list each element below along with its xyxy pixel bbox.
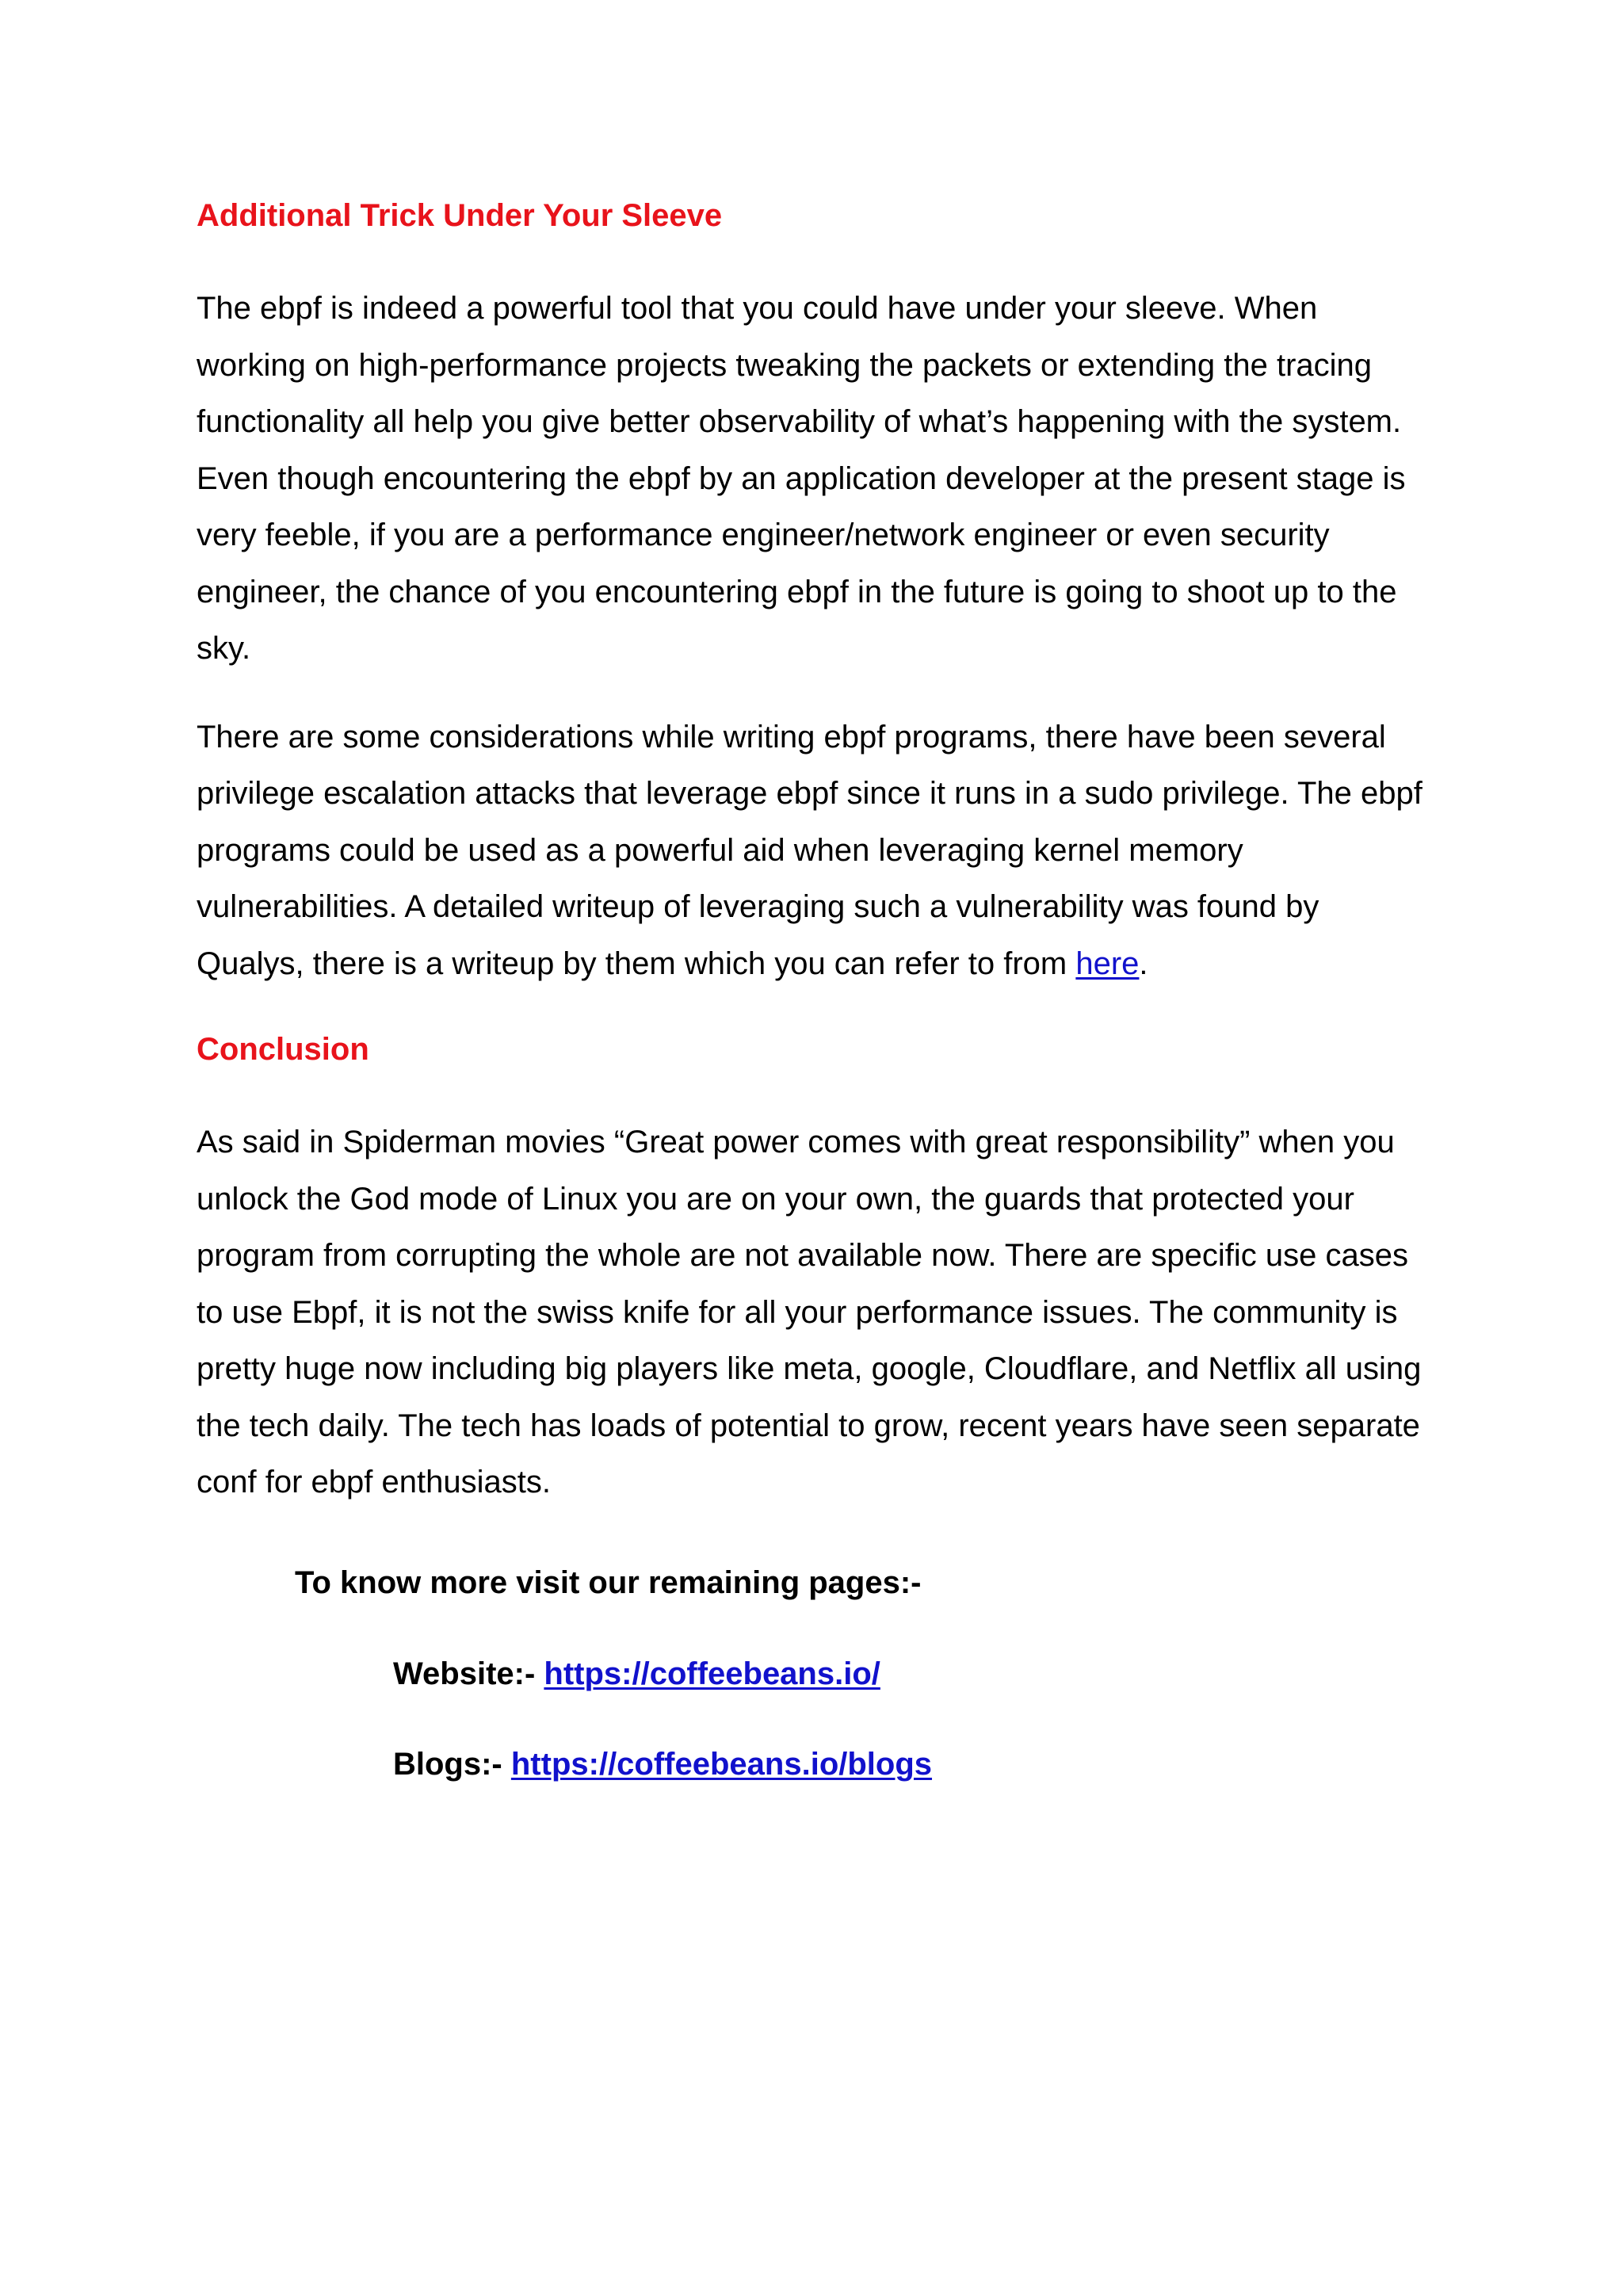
- blogs-label: Blogs:-: [393, 1747, 511, 1782]
- section-heading-additional-trick: Additional Trick Under Your Sleeve: [197, 198, 723, 233]
- website-link[interactable]: https://coffeebeans.io/: [544, 1656, 880, 1691]
- paragraph-ebpf-powerful-tool: The ebpf is indeed a powerful tool that you could have under your sleeve. When working on high-performance projects tweaking the packets or extending the tracing functionality all help you give better observability of what’s happening with the system. Even though encountering the ebpf by an application developer at the present stage is very feeble, if you are a performance engineer/network engineer or even security engineer, the chance of you encountering ebpf in the future is going to shoot up to the sky.: [197, 291, 1406, 666]
- blogs-link[interactable]: https://coffeebeans.io/blogs: [510, 1747, 933, 1782]
- paragraph-considerations-end: .: [1139, 946, 1148, 981]
- paragraph-considerations: [197, 709, 1433, 993]
- section-heading-conclusion: Conclusion: [197, 1032, 369, 1067]
- document-body: [197, 184, 1433, 1511]
- blogs-row: [393, 1745, 932, 1783]
- here-link[interactable]: here: [1075, 946, 1140, 981]
- paragraph-conclusion: As said in Spiderman movies “Great power comes with great responsibility” when you unlock the God mode of Linux you are on your own, the guards that protected your program from corrupting the whole are not available now. There are specific use cases to use Ebpf, it is not the swiss knife for all your performance issues. The community is pretty huge now including big players like meta, google, Cloudflare, and Netflix all using the tech daily. The tech has loads of potential to grow, recent years have seen separate conf for ebpf enthusiasts.: [197, 1125, 1422, 1499]
- remaining-pages-intro: To know more visit our remaining pages:-: [295, 1565, 922, 1600]
- website-label: Website:-: [393, 1656, 544, 1691]
- paragraph-considerations-text: There are some considerations while writing ebpf programs, there have been several privilege escalation attacks that leverage ebpf since it runs in a sudo privilege. The ebpf programs could be used as a powerful aid when leveraging kernel memory vulnerabilities. A detailed writeup of leveraging such a vulnerability was found by Qualys, there is a writeup by them which you can refer to from: [197, 719, 1423, 981]
- website-row: [393, 1655, 880, 1693]
